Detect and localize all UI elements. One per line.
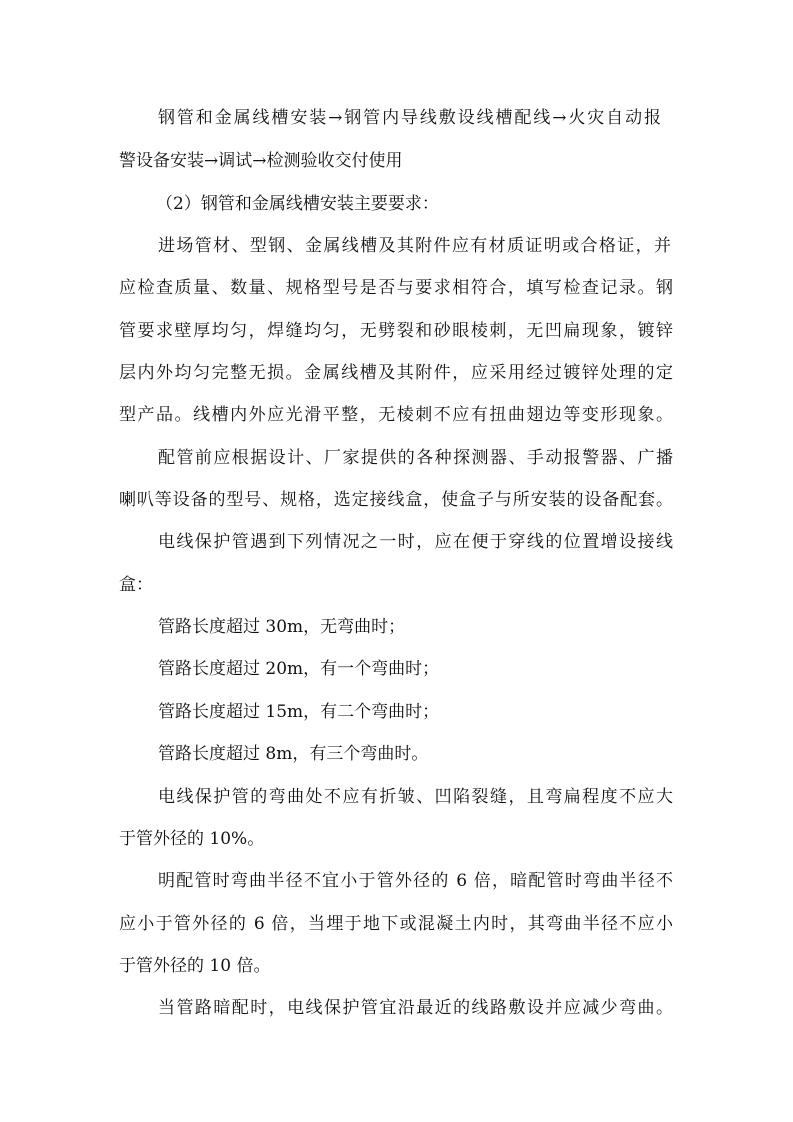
paragraph-line — [0, 146, 793, 176]
line-text: 钢管和金属线槽安装→钢管内导线敷设线槽配线→火灾自动报 — [158, 108, 661, 128]
line-text: 管路长度超过 15m，有二个弯曲时； — [158, 702, 440, 722]
paragraph-line — [0, 443, 793, 473]
paragraph-line — [0, 273, 793, 303]
line-text: 应小于管外径的 6 倍，当埋于地下或混凝土内时，其弯曲半径不应小 — [119, 914, 673, 934]
paragraph-line — [0, 231, 793, 261]
line-text: 配管前应根据设计、厂家提供的各种探测器、手动报警器、广播 — [158, 448, 673, 468]
section-heading — [0, 189, 793, 219]
line-text: 于管外径的 10 倍。 — [119, 956, 271, 976]
paragraph-line — [0, 782, 793, 812]
paragraph-line — [0, 358, 793, 388]
line-text: 管要求壁厚均匀，焊缝均匀，无劈裂和砂眼棱刺，无凹扁现象，镀锌 — [119, 321, 673, 341]
line-text: 警设备安装→调试→检测验收交付使用 — [119, 151, 403, 171]
paragraph-line — [0, 866, 793, 896]
line-text: 层内外均匀完整无损。金属线槽及其附件，应采用经过镀锌处理的定 — [119, 363, 673, 383]
paragraph-line — [0, 400, 793, 430]
paragraph-line — [0, 103, 793, 133]
line-text: 应检查质量、数量、规格型号是否与要求相符合，填写检查记录。钢 — [119, 278, 673, 298]
paragraph-line — [0, 951, 793, 981]
list-item — [0, 654, 793, 684]
line-text: 电线保护管遇到下列情况之一时，应在便于穿线的位置增设接线 — [158, 532, 673, 552]
paragraph-line — [0, 909, 793, 939]
line-text: 盒： — [119, 575, 153, 595]
line-text: 当管路暗配时，电线保护管宜沿最近的线路敷设并应减少弯曲。 — [158, 998, 673, 1018]
paragraph-line — [0, 527, 793, 557]
paragraph-line — [0, 485, 793, 515]
paragraph-line — [0, 316, 793, 346]
line-text: 明配管时弯曲半径不宜小于管外径的 6 倍，暗配管时弯曲半径不 — [158, 871, 673, 891]
line-text: 管路长度超过 8m，有三个弯曲时。 — [158, 744, 429, 764]
list-item — [0, 612, 793, 642]
line-text: 管路长度超过 20m，有一个弯曲时； — [158, 659, 440, 679]
paragraph-line — [0, 993, 793, 1023]
line-text: 进场管材、型钢、金属线槽及其附件应有材质证明或合格证，并 — [158, 236, 671, 256]
paragraph-line — [0, 824, 793, 854]
line-text: 于管外径的 10%。 — [119, 829, 265, 849]
line-text: 电线保护管的弯曲处不应有折皱、凹陷裂缝，且弯扁程度不应大 — [158, 787, 673, 807]
list-item — [0, 739, 793, 769]
line-text: （2）钢管和金属线槽安装主要要求： — [156, 194, 439, 214]
line-text: 喇叭等设备的型号、规格，选定接线盒，使盒子与所安装的设备配套。 — [119, 490, 673, 510]
paragraph-line — [0, 570, 793, 600]
list-item — [0, 697, 793, 727]
line-text: 管路长度超过 30m，无弯曲时； — [158, 617, 406, 637]
line-text: 型产品。线槽内外应光滑平整，无棱刺不应有扭曲翅边等变形现象。 — [119, 405, 673, 425]
